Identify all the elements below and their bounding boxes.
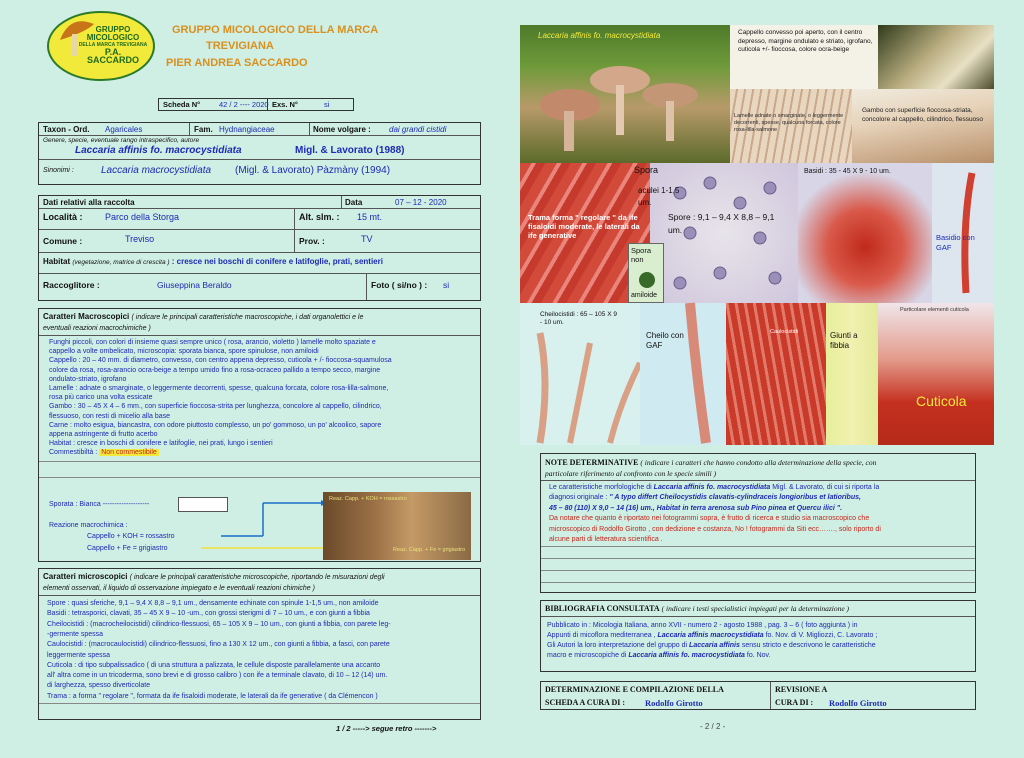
photo-stem bbox=[852, 89, 994, 163]
biblio-l3a: Gli Autori la loro interpretazione del gruppo di bbox=[547, 642, 688, 649]
sinonimi-label: Sinonimi : bbox=[43, 167, 74, 174]
micro-line: Caulocistidi : (macrocaulocistidi) cilindrico-flessuosi, fino a 130 X 12 um., con giunti a fibbia, a fasci, con parete bbox=[47, 641, 390, 649]
photo-cuticle bbox=[878, 303, 994, 445]
micro-line: Basidi : tetrasporici, clavati, 35 – 45 X 9 – 10 -um., con grossi sterigmi di 7 – 10 um., e con giunti a fibbia bbox=[47, 610, 370, 618]
photo-mushrooms bbox=[520, 25, 730, 163]
prov-value: TV bbox=[361, 234, 373, 244]
volgare-label: Nome volgare : bbox=[313, 125, 371, 134]
ord-value: Agaricales bbox=[105, 125, 143, 134]
habitat-value: : cresce nei boschi di conifere e latifoglie, prati, sentieri bbox=[171, 257, 383, 266]
macro-line: flessuoso, con resti di micelio alla base bbox=[49, 412, 171, 420]
photo-cheilo-label: Cheilocistidi : 65 – 105 X 9 - 10 um. bbox=[540, 311, 617, 326]
macro-subtitle-2: eventuali reazioni macrochimiche ) bbox=[43, 325, 151, 332]
photo-trama-text: Trama forma " regolare " da ife fisaloidi moderate, le laterali da ife generative bbox=[528, 213, 640, 240]
macro-line: Lamelle : adnate o smarginate, o leggermente decorrenti, spesse, qualcuna forcata, colore rosa-lilla-salmone, bbox=[49, 385, 389, 392]
photo-spore-label: Spora bbox=[634, 165, 659, 175]
sinonimi-value: Laccaria macrocystidiata bbox=[101, 165, 212, 176]
biblio-l4c: fo. Nov. bbox=[746, 652, 771, 659]
micro-line: di larghezza, spesso diverticolate bbox=[47, 682, 151, 690]
ord-label: Taxon - Ord. bbox=[43, 125, 90, 134]
photo-mushrooms-label: Laccaria affinis fo. macrocystidiata bbox=[538, 31, 661, 40]
det-box bbox=[540, 681, 976, 710]
habitat-label: Habitat bbox=[43, 257, 71, 266]
photo-cuticola-label: Cuticola bbox=[916, 393, 967, 409]
biblio-l3b: Laccaria affinis bbox=[689, 642, 740, 649]
footer-right: - 2 / 2 - bbox=[700, 722, 726, 731]
photo-amiloide: amiloide bbox=[631, 292, 658, 299]
macro-subtitle-1: ( indicare le principali caratteristiche macroscopiche, i dati organolettici e le bbox=[131, 314, 364, 321]
biblio-title: BIBLIOGRAFIA CONSULTATA bbox=[545, 604, 660, 613]
localita-value: Parco della Storga bbox=[105, 212, 180, 222]
scheda-label: Scheda N° bbox=[163, 100, 201, 109]
macro-line: ondulato-striato, igrofano bbox=[49, 375, 127, 383]
note-l3: 45 – 80 (110) X 9,0 – 14 (16) um., Habitat in terra arenosa sub Pino pinea et Quercu ilici ". bbox=[549, 504, 843, 512]
logo-line-3: DELLA MARCA TREVIGIANA bbox=[78, 42, 148, 48]
rev-value: Rodolfo Girotto bbox=[829, 698, 887, 708]
species-name: Laccaria affinis fo. macrocystidiata bbox=[75, 145, 242, 156]
photo-stem-text: Gambo con superficie fioccosa-striata, concolore al cappello, cilindrico, flessuoso bbox=[862, 107, 984, 123]
note-l1c: Migl. & Lavorato, di cui si riporta la bbox=[772, 484, 880, 491]
macro-line: Gambo : 30 – 45 X 4 – 6 mm., con superficie fioccosa-strita per lunghezza, concolore al cappello, cilindrico, bbox=[49, 403, 382, 411]
note-l2a: diagnosi originale : bbox=[549, 494, 608, 502]
note-subtitle-2: particolare riferimento al confronto con le specie simili ) bbox=[545, 469, 717, 478]
data-value: 07 – 12 - 2020 bbox=[395, 198, 447, 207]
photo-caulo-label: Caulocistidi bbox=[770, 329, 799, 335]
comune-value: Treviso bbox=[125, 234, 155, 244]
det-value: Rodolfo Girotto bbox=[645, 698, 703, 708]
note-l4: Da notare che quanto è riportato nei fotogrammi sopra, è frutto di ricerca e studio sia macroscopico che bbox=[549, 515, 870, 523]
sporata-label: Sporata : Bianca -------------------- bbox=[49, 501, 150, 508]
micro-line: Cuticola : di tipo subpalissadico ( di una struttura a palizzata, le cellule disposte parallelamente una accanto bbox=[47, 661, 381, 669]
det-label-1: DETERMINAZIONE E COMPILAZIONE DELLA bbox=[545, 685, 724, 694]
note-box bbox=[540, 453, 976, 593]
photo-clamps bbox=[826, 303, 878, 445]
fe-reaction: Cappello + Fe = grigiastro bbox=[87, 545, 168, 552]
photo-giunti-label: Giunti a fibbia bbox=[830, 331, 858, 350]
koh-reaction: Cappello + KOH = rossastro bbox=[87, 533, 175, 540]
photo-basidi-label: Basidi : 35 - 45 X 9 - 10 um. bbox=[804, 168, 891, 175]
foto-label: Foto ( si/no ) : bbox=[371, 280, 428, 290]
micro-line: Spore : quasi sferiche, 9,1 – 9,4 X 8,8 – 9,1 um., densamente echinate con spinule 1-1,5 um., non amiloide bbox=[47, 600, 379, 607]
note-l2b: " A typo differt Cheilocystidis clavatis-cylindraceis longioribus et latioribus, bbox=[609, 494, 861, 502]
photo-cap-notes-text: Cappello convesso poi aperto, con il centro depresso, margine ondulato e striato, igrofano, cuticola +/- fioccosa, colore ocra-beige bbox=[738, 29, 873, 53]
macro-line: Carne : molto esigua, biancastra, con odore piuttosto complesso, un po' gommoso, un po' alcoolico, sapore bbox=[49, 421, 382, 429]
micro-line: all' altra come in un tricoderma, sono brevi e di grosso calibro ) con ife a terminale clavato, di 10 – 12 (14) um. bbox=[47, 672, 388, 680]
det-label-2: SCHEDA A CURA DI : bbox=[545, 698, 626, 707]
micro-line: leggermente spessa bbox=[47, 651, 111, 659]
photo-caulocystidia bbox=[726, 303, 826, 445]
biblio-subtitle: ( indicare i testi specialistici impiegati per la determinazione ) bbox=[661, 604, 850, 613]
photo-cheilo-gaf bbox=[640, 303, 726, 445]
exs-value: si bbox=[324, 100, 330, 109]
micro-line: Trama : a forma " regolare ", formata da ife fisaloidi moderate, le laterali da ife generative ( da Clémencon ) bbox=[47, 692, 378, 700]
logo-line-1: GRUPPO bbox=[95, 25, 131, 34]
micro-line: -germente spessa bbox=[47, 630, 104, 638]
fam-label: Fam. bbox=[194, 125, 213, 134]
data-label: Data bbox=[345, 198, 363, 207]
note-subtitle-1: ( indicare i caratteri che hanno condotto alla determinazione della specie, con bbox=[640, 458, 877, 467]
alt-value: 15 mt. bbox=[357, 212, 383, 222]
macro-line: rosa più carico una volta essicate bbox=[49, 394, 153, 402]
macro-line: cappello a volte ombelicato, microscopia: sporata bianca, spore spinulose, non amiloidi bbox=[49, 348, 319, 356]
note-l1b: Laccaria affinis fo. macrocystidiata bbox=[653, 484, 771, 491]
micro-subtitle-2: elementi osservati, il liquido di osservazione impiegato e le eventuali reazioni chimiche ) bbox=[43, 585, 315, 592]
logo-line-2: MICOLOGICO bbox=[86, 33, 140, 42]
fam-value: Hydnangiaceae bbox=[219, 125, 275, 134]
biblio-l1: Pubblicato in : Micologia Italiana, anno XVII - numero 2 - agosto 1988 , pag. 3 – 6 ( foto aggiunta ) in bbox=[547, 622, 858, 629]
photo-basidia bbox=[798, 163, 932, 303]
photo-cheilocystidia bbox=[520, 303, 660, 445]
comune-label: Comune : bbox=[43, 236, 83, 246]
alt-label: Alt. slm. : bbox=[299, 212, 340, 222]
org-line-1: GRUPPO MICOLOGICO DELLA MARCA bbox=[172, 24, 379, 36]
macro-title: Caratteri Macroscopici bbox=[43, 312, 130, 321]
reaction-photo-label-2: Reaz. Capp. + Fe = grigiastro bbox=[393, 547, 466, 553]
biblio-l2c: fo. Nov. di V. Migliozzi, C. Lavorato ; bbox=[765, 632, 878, 639]
photo-gills-text: Lamelle adnate o smarginate, o leggermente decorrenti, spesse, qualcuna forcata, colore rosa-lilla-salmone bbox=[734, 113, 844, 133]
commestibilita-value: Non commestibile bbox=[101, 449, 157, 456]
biblio-l4a: macro e microscopiche di bbox=[547, 652, 627, 659]
raccoglitore-label: Raccoglitore : bbox=[43, 280, 100, 290]
photo-texture bbox=[878, 25, 994, 89]
biblio-l4b: Laccaria affinis fo. macrocystidiata bbox=[628, 652, 745, 659]
footer-left: 1 / 2 -----> segue retro -------> bbox=[336, 724, 437, 733]
biblio-l2b: Laccaria affinis macrocystidiata bbox=[657, 632, 764, 639]
photo-cuticola-small: Particolare elementi cuticola bbox=[900, 307, 969, 313]
photo-aculei-label: aculei 1-1,5 um. bbox=[638, 186, 680, 207]
logo bbox=[46, 10, 156, 82]
logo-line-4: P.A. SACCARDO bbox=[86, 47, 139, 65]
macro-line: colore da rosa, rosa-arancio ocra-beige a tempo umido fino a rosa-ocraceo pallido a tempo secco, margine bbox=[49, 366, 381, 374]
exs-label: Exs. N° bbox=[272, 100, 298, 109]
photo-gills bbox=[730, 89, 852, 163]
photo-cheilo-gaf-label: Cheilo con GAF bbox=[646, 331, 684, 350]
macro-line: Habitat : cresce in boschi di conifere e latifoglie, nei prati, lungo i sentieri bbox=[49, 440, 273, 448]
micro-line: Cheilocistidi : (macrocheilocistidi) cilindrico-flessuosi, 65 – 105 X 9 – 10 um., con giunti a fibbia, con parete leg- bbox=[47, 620, 391, 628]
photo-spora-non: Spora non bbox=[631, 246, 652, 264]
sinonimi-author: (Migl. & Lavorato) Pàzmàny (1994) bbox=[235, 165, 391, 176]
photo-basidio-label: Basidio con GAF bbox=[936, 233, 975, 252]
note-title: NOTE DETERMINATIVE bbox=[545, 458, 639, 467]
rev-label-1: REVISIONE A bbox=[775, 685, 828, 694]
localita-label: Località : bbox=[43, 212, 83, 222]
photo-panel bbox=[520, 25, 994, 445]
raccolta-title: Dati relativi alla raccolta bbox=[43, 198, 135, 207]
macro-line: Cappello : 20 – 40 mm. di diametro, convesso, con centro appena depresso, cuticola + /- fioccosa-squamulosa bbox=[49, 357, 392, 365]
org-line-3: PIER ANDREA SACCARDO bbox=[166, 57, 308, 69]
photo-cap-notes bbox=[730, 25, 878, 89]
volgare-value: dai grandi cistidi bbox=[389, 125, 447, 134]
taxon-box bbox=[38, 122, 481, 185]
photo-spore-meas: Spore : 9,1 – 9,4 X 8,8 – 9,1 um. bbox=[668, 212, 775, 235]
prov-label: Prov. : bbox=[299, 236, 325, 246]
reazione-label: Reazione macrochimica : bbox=[49, 522, 128, 529]
biblio-box bbox=[540, 600, 976, 672]
micro-box bbox=[38, 568, 481, 720]
genere-label: Genere, specie, eventuale rango intraspecifico, autore bbox=[43, 137, 200, 144]
scheda-value: 42 / 2 ---- 2020 bbox=[219, 100, 269, 109]
macro-line: Funghi piccoli, con colori di insieme quasi sempre unico ( rosa, arancio, violetto ) lamelle molto spaziate e bbox=[49, 339, 376, 346]
commestibilita-label: Commestibiltà : bbox=[49, 449, 98, 456]
note-l5: microscopico di Rodolfo Girotto , con dedizione e costanza, No ! fotogrammi da Siti ecc……., solo riporto di bbox=[549, 525, 881, 533]
biblio-l2a: Appunti di micoflora mediterranea , bbox=[547, 632, 656, 639]
org-line-2: TREVIGIANA bbox=[206, 40, 274, 52]
biblio-l3c: sensu stricto e descrivono le caratteristiche bbox=[741, 642, 876, 649]
raccoglitore-value: Giuseppina Beraldo bbox=[157, 280, 232, 290]
macro-line: appena astringente di frutto acerbo bbox=[49, 431, 158, 438]
reaction-photo-label-1: Reaz. Capp. + KOH = rossastro bbox=[329, 496, 407, 502]
raccolta-box bbox=[38, 195, 481, 301]
reaction-photo bbox=[323, 492, 471, 560]
macro-box bbox=[38, 308, 481, 562]
rev-label-2: CURA DI : bbox=[775, 698, 814, 707]
micro-title: Caratteri microscopici bbox=[43, 572, 128, 581]
habitat-note: (vegetazione, matrice di crescita ) bbox=[72, 259, 170, 266]
species-author: Migl. & Lavorato (1988) bbox=[295, 145, 405, 156]
note-l1a: Le caratteristiche morfologiche di bbox=[549, 484, 652, 491]
foto-value: si bbox=[443, 280, 450, 290]
note-l6: alcune parti di letteratura scientifica . bbox=[549, 536, 663, 544]
photo-basidium-gaf bbox=[932, 163, 994, 303]
micro-subtitle-1: ( indicare le principali caratteristiche microscopiche, riportando le misurazioni degli bbox=[129, 574, 385, 581]
scheda-box bbox=[158, 98, 354, 111]
photo-amyloid bbox=[628, 243, 664, 303]
